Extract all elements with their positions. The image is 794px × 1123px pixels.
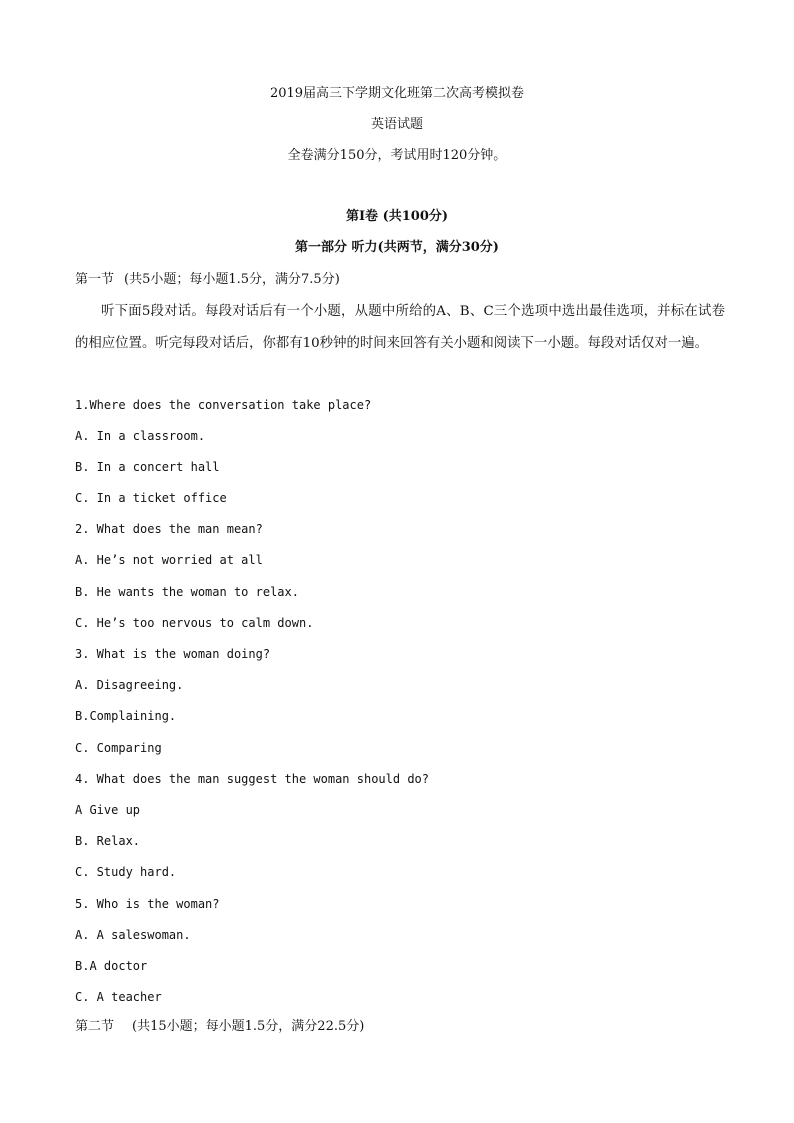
- question-3-option-b: B.Complaining.: [75, 709, 177, 723]
- question-5-option-b: B.A doctor: [75, 959, 148, 973]
- question-2-option-c: C. He’s too nervous to calm down.: [75, 616, 314, 630]
- question-5-stem: 5. Who is the woman?: [75, 897, 220, 911]
- exam-subject: 英语试题: [370, 117, 423, 132]
- section1-info: (共5小题；每小题1.5分，满分7.5分): [124, 272, 340, 287]
- question-2-stem: 2. What does the man mean?: [75, 522, 263, 536]
- question-2-option-b: B. He wants the woman to relax.: [75, 585, 299, 599]
- question-3-option-c: C. Comparing: [75, 741, 162, 755]
- section1-heading: [75, 272, 340, 288]
- question-2-option-a: A. He’s not worried at all: [75, 553, 263, 567]
- section1-instructions: 听下面5段对话。每段对话后有一个小题，从题中所给的A、B、C三个选项中选出最佳选项，并标在试卷的相应位置。听完每段对话后，你都有10秒钟的时间来回答有关小题和阅读下一小题。每段对话仅对一遍。: [75, 304, 725, 351]
- section2-label: 第二节: [75, 1019, 115, 1034]
- exam-score-note: 全卷满分150分，考试用时120分钟。: [287, 148, 507, 163]
- question-5-option-a: A. A saleswoman.: [75, 928, 191, 942]
- question-1-stem: 1.Where does the conversation take place?: [75, 398, 372, 412]
- section2-heading: [75, 1019, 364, 1035]
- question-1-option-a: A. In a classroom.: [75, 429, 206, 443]
- question-4-option-c: C. Study hard.: [75, 865, 177, 879]
- question-3-stem: 3. What is the woman doing?: [75, 647, 271, 661]
- question-4-stem: 4. What does the man suggest the woman should do?: [75, 772, 430, 786]
- exam-title: 2019届高三下学期文化班第二次高考模拟卷: [269, 86, 525, 101]
- question-4-option-b: B. Relax.: [75, 834, 141, 848]
- question-1-option-c: C. In a ticket office: [75, 491, 227, 505]
- section1-label: 第一节: [75, 272, 115, 287]
- part-title: 第一部分 听力(共两节，满分30分): [295, 240, 499, 255]
- question-5-option-c: C. A teacher: [75, 990, 162, 1004]
- section2-info: (共15小题；每小题1.5分，满分22.5分): [132, 1019, 365, 1034]
- question-4-option-a: A Give up: [75, 803, 141, 817]
- question-3-option-a: A. Disagreeing.: [75, 678, 184, 692]
- question-1-option-b: B. In a concert hall: [75, 460, 220, 474]
- volume-title: 第I卷 (共100分): [345, 209, 449, 224]
